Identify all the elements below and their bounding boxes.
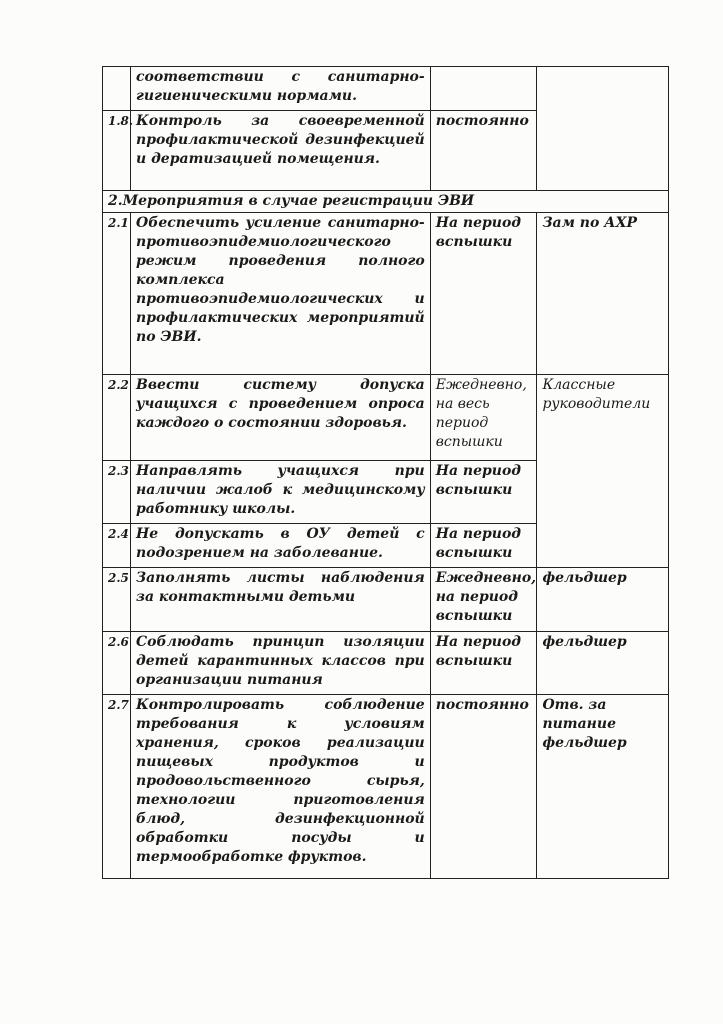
row-term: постоянно <box>430 111 537 191</box>
row-responsible: Зам по АХР <box>537 213 669 375</box>
row-number: 2.1 <box>103 213 131 375</box>
row-term: На период вспышки <box>430 461 537 524</box>
row-number: 2.6 <box>103 632 131 695</box>
row-responsible <box>537 67 669 191</box>
table-row <box>103 67 669 111</box>
row-number: 2.7 <box>103 695 131 879</box>
row-action: Не допускать в ОУ детей с подозрением на заболевание. <box>131 524 431 568</box>
row-responsible: Отв. за питание фельдшер <box>537 695 669 879</box>
row-responsible: фельдшер <box>537 632 669 695</box>
row-action: Ввести систему допуска учащихся с проведением опроса каждого о состоянии здоровья. <box>131 375 431 461</box>
row-term: На период вспышки <box>430 632 537 695</box>
row-term: постоянно <box>430 695 537 879</box>
row-term: Ежедневно, на период вспышки <box>430 568 537 632</box>
table-row <box>103 375 669 461</box>
table-row <box>103 632 669 695</box>
row-responsible: Классные руководители <box>537 375 669 568</box>
row-number <box>103 67 131 111</box>
row-number: 2.4 <box>103 524 131 568</box>
row-responsible: фельдшер <box>537 568 669 632</box>
row-action: Контроль за своевременной профилактической дезинфекцией и дератизацией помещения. <box>131 111 431 191</box>
row-number: 2.2 <box>103 375 131 461</box>
row-term <box>430 67 537 111</box>
row-action: Направлять учащихся при наличии жалоб к медицинскому работнику школы. <box>131 461 431 524</box>
table-row <box>103 213 669 375</box>
row-number: 2.3 <box>103 461 131 524</box>
row-term: Ежедневно, на весь период вспышки <box>430 375 537 461</box>
row-action: Контролировать соблюдение требования к условиям хранения, сроков реализации пищевых продуктов и продовольственного сырья, технологии приготовления блюд, дезинфекционной обработки посуды и термообработке фруктов. <box>131 695 431 879</box>
row-action: Обеспечить усиление санитарно-противоэпидемиологического режим проведения полного комплекса противоэпидемиологических и профилактических мероприятий по ЭВИ. <box>131 213 431 375</box>
table-row <box>103 568 669 632</box>
measures-table <box>102 66 669 879</box>
row-action: Заполнять листы наблюдения за контактными детьми <box>131 568 431 632</box>
row-term: На период вспышки <box>430 524 537 568</box>
table-row <box>103 695 669 879</box>
row-number: 1.8. <box>103 111 131 191</box>
row-term: На период вспышки <box>430 213 537 375</box>
row-action: Соблюдать принцип изоляции детей карантинных классов при организации питания <box>131 632 431 695</box>
section-title: 2.Мероприятия в случае регистрации ЭВИ <box>103 191 669 213</box>
row-action: соответствии с санитарно-гигиеническими нормами. <box>131 67 431 111</box>
section-header-row <box>103 191 669 213</box>
row-number: 2.5 <box>103 568 131 632</box>
